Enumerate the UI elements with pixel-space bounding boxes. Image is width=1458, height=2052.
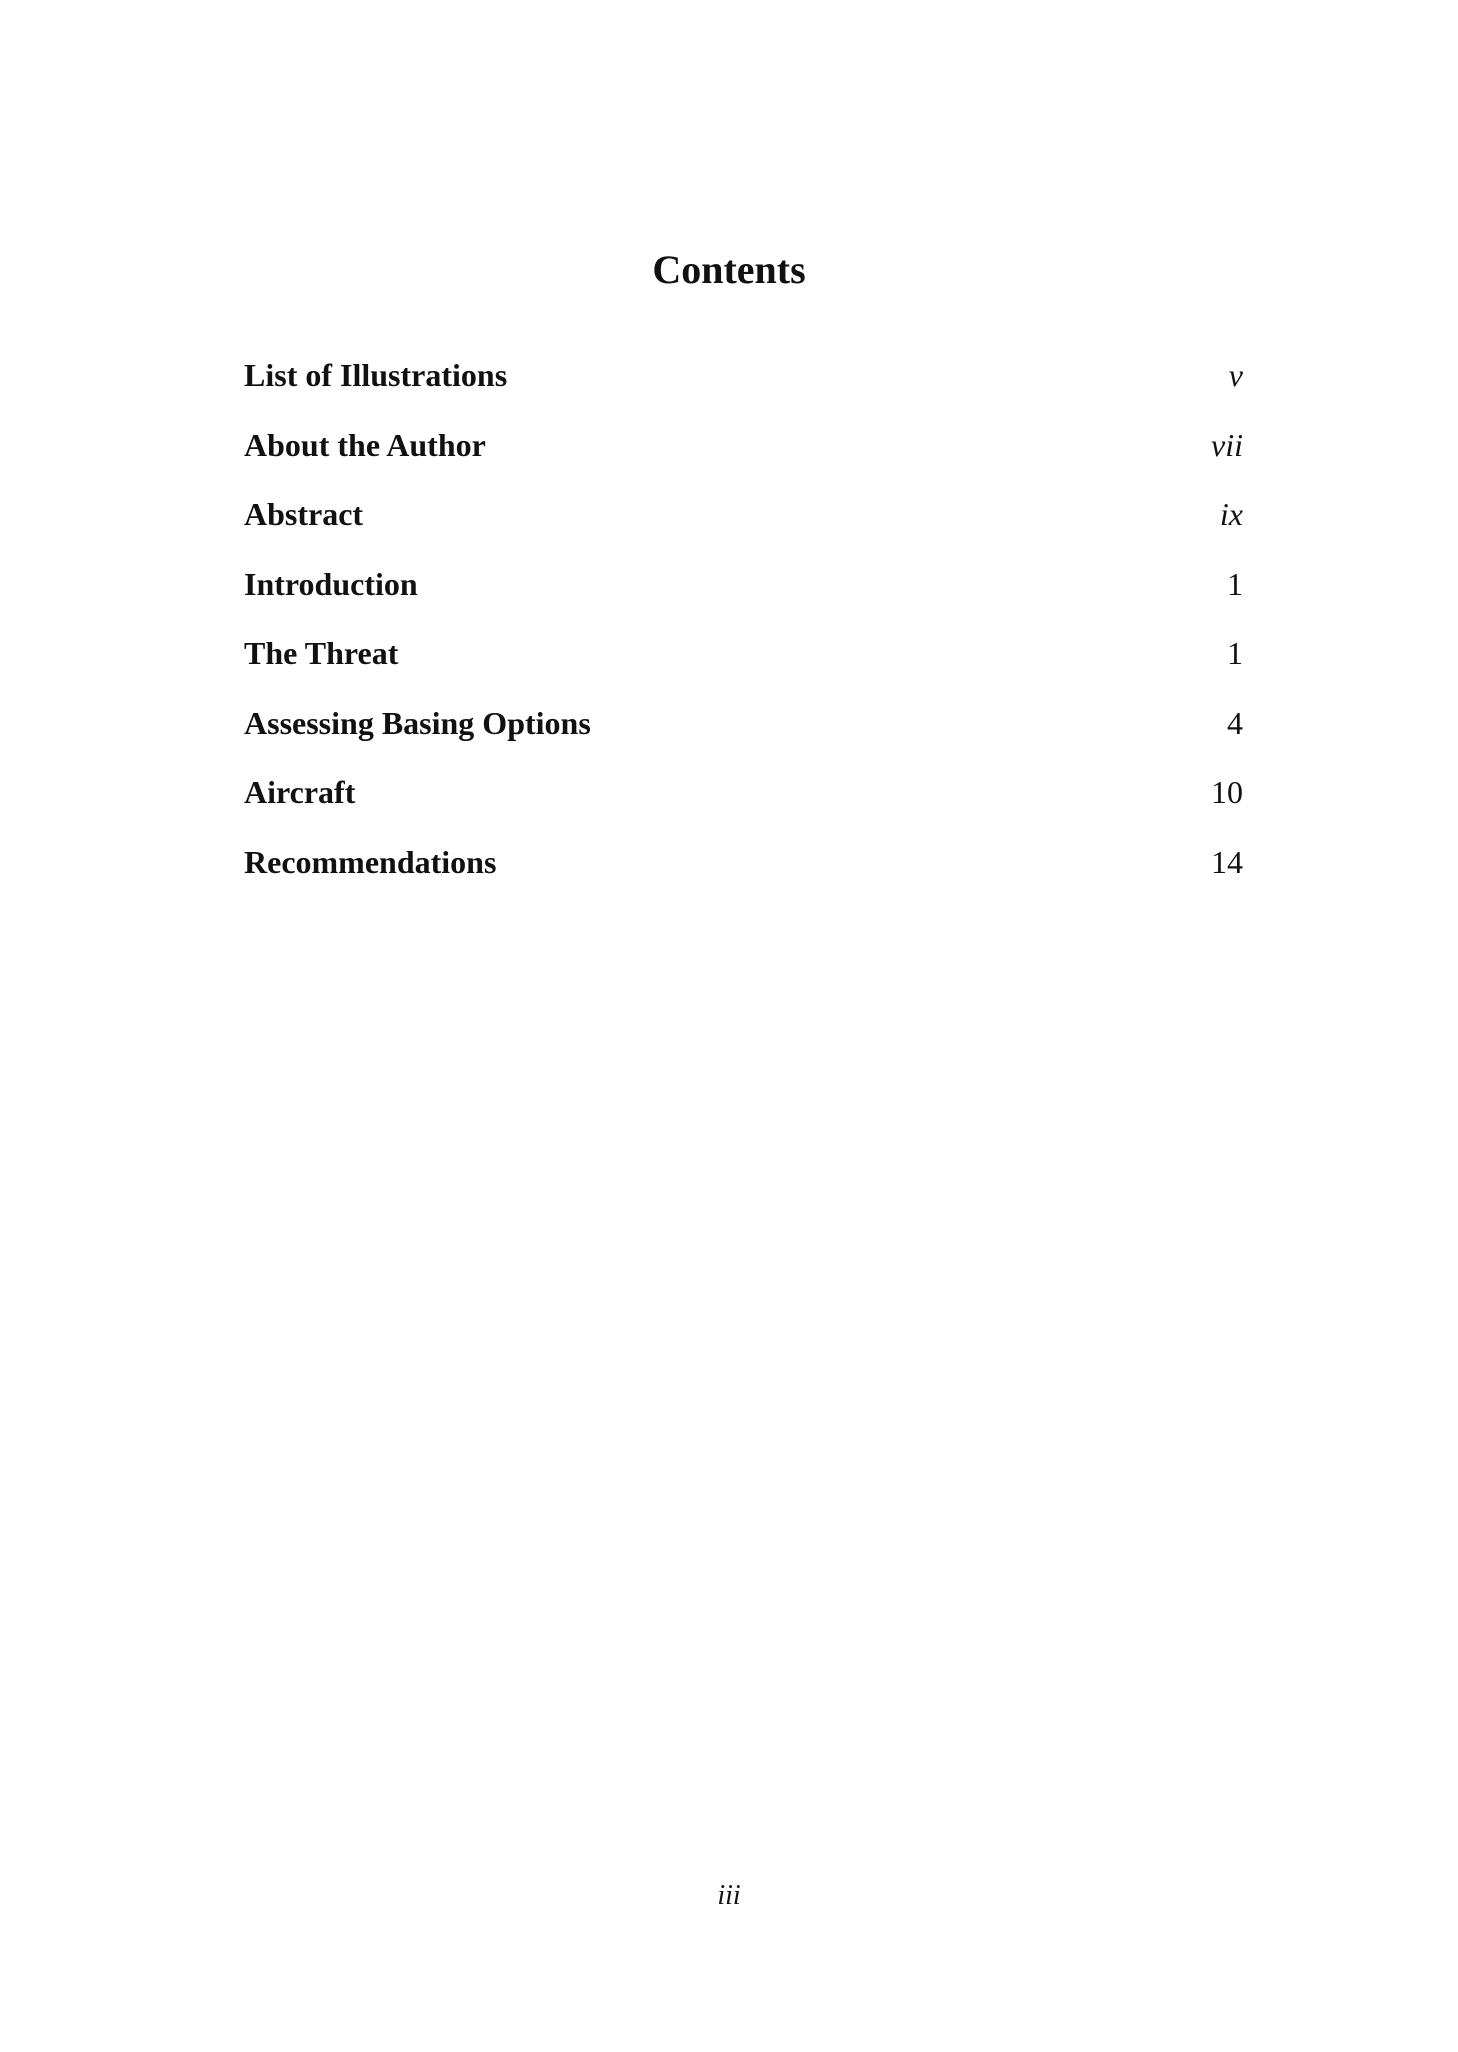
toc-entry-introduction[interactable] bbox=[244, 554, 1243, 624]
toc-entry-page: 14 bbox=[1211, 843, 1243, 880]
toc-entry-title: List of Illustrations bbox=[244, 357, 508, 393]
toc-entry-page: 1 bbox=[1227, 565, 1243, 602]
toc-entry-title: The Threat bbox=[244, 635, 399, 671]
page-number: iii bbox=[717, 1880, 741, 1911]
table-of-contents bbox=[244, 345, 1243, 901]
toc-entry-list-of-illustrations[interactable] bbox=[244, 345, 1243, 415]
toc-entry-the-threat[interactable] bbox=[244, 623, 1243, 693]
toc-entry-page: ix bbox=[1219, 496, 1243, 532]
toc-entry-page: v bbox=[1228, 357, 1243, 393]
toc-entry-assessing-basing-options[interactable] bbox=[244, 693, 1243, 763]
toc-entry-page: 4 bbox=[1227, 704, 1243, 741]
toc-entry-title: Aircraft bbox=[244, 774, 356, 810]
toc-entry-page: 10 bbox=[1211, 774, 1243, 810]
toc-entry-page: vii bbox=[1211, 426, 1243, 463]
toc-entry-title: About the Author bbox=[244, 426, 486, 463]
page-title: Contents bbox=[652, 247, 806, 292]
toc-entry-about-the-author[interactable] bbox=[244, 415, 1243, 485]
toc-entry-title: Recommendations bbox=[244, 843, 497, 880]
toc-entry-abstract[interactable] bbox=[244, 484, 1243, 554]
toc-entry-title: Introduction bbox=[244, 565, 418, 602]
toc-entry-title: Abstract bbox=[244, 496, 364, 532]
toc-entry-title: Assessing Basing Options bbox=[244, 704, 591, 741]
toc-entry-recommendations[interactable] bbox=[244, 832, 1243, 902]
toc-entry-page: 1 bbox=[1227, 635, 1243, 671]
toc-entry-aircraft[interactable] bbox=[244, 762, 1243, 832]
